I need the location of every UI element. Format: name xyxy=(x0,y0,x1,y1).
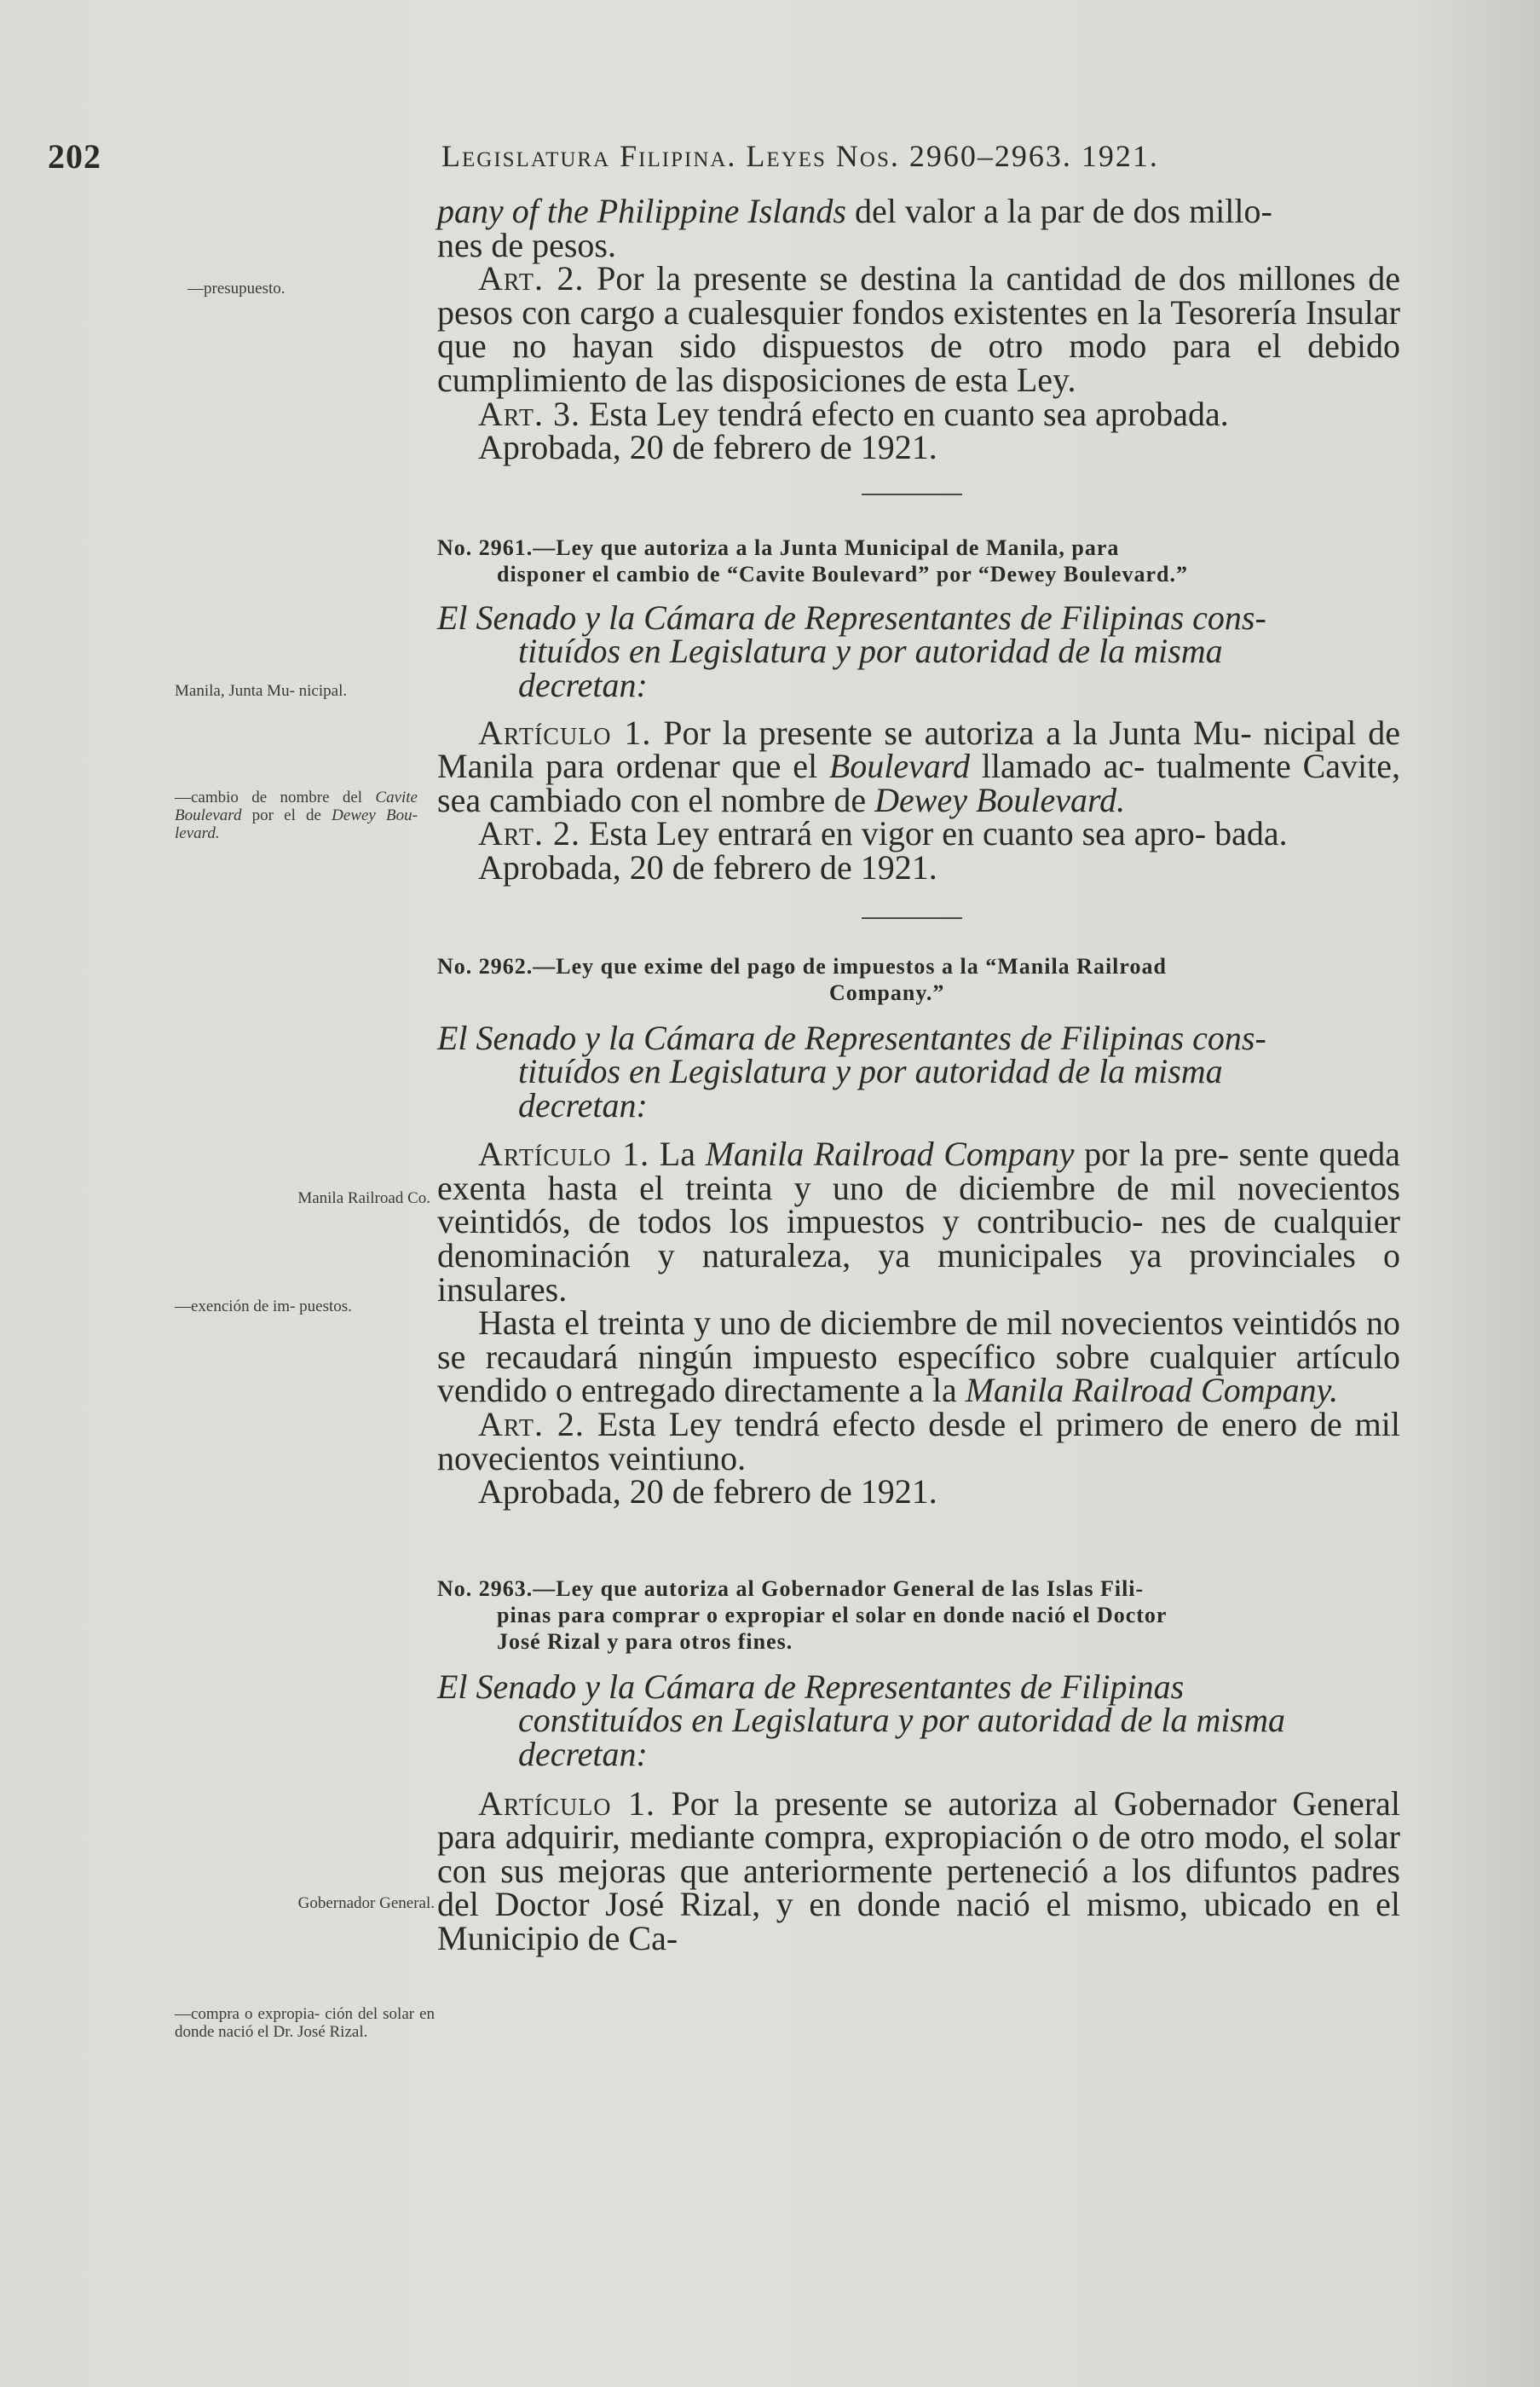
law-title-line: No. 2961.—Ley que autoriza a la Junta Municipal de Manila, para xyxy=(437,535,1120,560)
text-span: por la pre- sente queda exenta hasta el treinta y uno de diciembre de mil novecientos veintidós, de todos los impuestos y contribucio- nes de cualquier denominación y naturaleza, ya municipales ya provinciales o insulares. xyxy=(437,1135,1401,1309)
enacting-clause xyxy=(437,1018,1400,1124)
text-span: Por la presente se autoriza a la Junta Mu- nicipal de Manila para ordenar que el xyxy=(437,713,1400,786)
law-title-line: Company.” xyxy=(829,980,945,1005)
text-span: por el de xyxy=(241,806,332,824)
article-label: Artículo 1. xyxy=(478,713,652,752)
text-span: llamado ac- tualmente Cavite, sea cambiado con el nombre de xyxy=(437,747,1400,819)
article-paragraph xyxy=(437,814,1400,853)
law-title-2962 xyxy=(437,953,1400,1006)
enact-line: constituídos en Legislatura y por autoridad de la misma xyxy=(518,1701,1285,1740)
article-paragraph xyxy=(437,1135,1401,1309)
text-span: Manila Railroad Company xyxy=(705,1135,1075,1174)
enact-line: El Senado y la Cámara de Representantes de Filipinas cons- xyxy=(437,598,1266,637)
text-span: Manila Railroad Company. xyxy=(965,1371,1339,1410)
enact-line: tituídos en Legislatura y por autoridad de la misma xyxy=(518,632,1223,671)
continuation-paragraph xyxy=(437,194,1400,262)
page-number: 202 xyxy=(48,137,101,176)
text-span: La xyxy=(649,1135,706,1174)
law-title-line: No. 2963.—Ley que autoriza al Gobernador General de las Islas Fili- xyxy=(437,1575,1145,1601)
article-label: Art. 2. xyxy=(478,1405,585,1444)
article-label: Art. 2. xyxy=(478,814,580,853)
company-name: pany of the Philippine Islands xyxy=(437,192,846,230)
text-span: Esta Ley tendrá efecto desde el primero de enero de mil novecientos veintiuno. xyxy=(437,1405,1401,1477)
text-span: Boulevard xyxy=(828,747,971,786)
text-span: Hasta el treinta y uno de diciembre de mil novecientos veintidós no se recaudará ningún impuesto específico sobre cualquier artículo vendido o entregado directamente a la xyxy=(437,1303,1400,1410)
running-header: Legislatura Filipina. Leyes Nos. 2960–2963. 1921. xyxy=(441,139,1159,173)
margin-note-exencion: —exención de im- puestos. xyxy=(175,1298,352,1315)
text-span: Por la presente se autoriza al Gobernador General para adquirir, mediante compra, expropiación o de otro modo, el solar con sus mejoras que anteriormente perteneció a los difuntos padres del Doctor José Rizal, y en donde nació el mismo, ubicado en el Municipio de Ca- xyxy=(437,1783,1401,1957)
article-paragraph xyxy=(437,1407,1400,1475)
law-title-line: disponer el cambio de “Cavite Boulevard” por “Dewey Boulevard.” xyxy=(497,561,1188,587)
text-span: Esta Ley entrará en vigor en cuanto sea apro- bada. xyxy=(580,814,1288,853)
article-label: Art. 3. xyxy=(478,394,580,433)
main-text-column xyxy=(437,194,1400,1956)
text-span: Dewey Bou- levard. xyxy=(175,806,418,842)
margin-note-cambio-nombre xyxy=(175,789,418,842)
text-span: Cavite Boulevard xyxy=(175,789,418,824)
enact-line: decretan: xyxy=(518,1085,648,1124)
enact-line: decretan: xyxy=(518,665,648,704)
approval-line: Aprobada, 20 de febrero de 1921. xyxy=(478,428,937,467)
law-title-line: José Rizal y para otros fines. xyxy=(497,1628,793,1654)
article-paragraph xyxy=(437,713,1400,819)
enact-line: El Senado y la Cámara de Representantes de Filipinas cons- xyxy=(437,1018,1266,1057)
law-title-2963 xyxy=(437,1575,1400,1655)
article-paragraph xyxy=(437,394,1400,433)
article-paragraph xyxy=(437,1783,1401,1957)
margin-note-gobernador: Gobernador General. xyxy=(297,1894,435,1912)
approval-line: Aprobada, 20 de febrero de 1921. xyxy=(478,1472,937,1511)
enacting-clause xyxy=(437,598,1400,704)
margin-note-railroad: Manila Railroad Co. xyxy=(297,1189,430,1207)
article-label: Art. 2. xyxy=(478,259,585,298)
law-title-2961 xyxy=(437,535,1400,587)
article-label: Artículo 1. xyxy=(478,1783,655,1823)
text-span: nes de pesos. xyxy=(437,225,616,264)
margin-note-compra: —compra o expropia- ción del solar en donde nació el Dr. José Rizal. xyxy=(175,2005,435,2041)
enacting-clause xyxy=(437,1667,1400,1773)
enact-line: decretan: xyxy=(518,1735,648,1773)
approval-line: Aprobada, 20 de febrero de 1921. xyxy=(478,847,937,887)
text-span: del valor a la par de dos millo- xyxy=(845,192,1272,230)
margin-note-presupuesto: —presupuesto. xyxy=(187,280,286,298)
text-span: Dewey Boulevard. xyxy=(874,780,1126,819)
section-divider xyxy=(862,917,962,919)
text-span: —cambio de nombre del xyxy=(175,789,376,806)
enact-line: El Senado y la Cámara de Representantes de Filipinas xyxy=(437,1667,1185,1706)
text-span: Esta Ley tendrá efecto en cuanto sea aprobada. xyxy=(580,394,1229,433)
text-span: Por la presente se destina la cantidad de dos millones de pesos con cargo a cualesquier fondos existentes en la Tesorería Insular que no hayan sido dispuestos de otro modo para el debido cumplimiento de las disposiciones de esta Ley. xyxy=(437,259,1400,399)
law-title-line: pinas para comprar o expropiar el solar en donde nació el Doctor xyxy=(497,1602,1168,1627)
body-paragraph xyxy=(437,1303,1400,1410)
section-divider xyxy=(862,494,962,495)
law-title-line: No. 2962.—Ley que exime del pago de impuestos a la “Manila Railroad xyxy=(437,953,1167,979)
margin-note-manila-junta: Manila, Junta Mu- nicipal. xyxy=(175,682,348,700)
enact-line: tituídos en Legislatura y por autoridad de la misma xyxy=(518,1052,1223,1091)
article-label: Artículo 1. xyxy=(478,1135,650,1174)
article-paragraph xyxy=(437,259,1400,399)
